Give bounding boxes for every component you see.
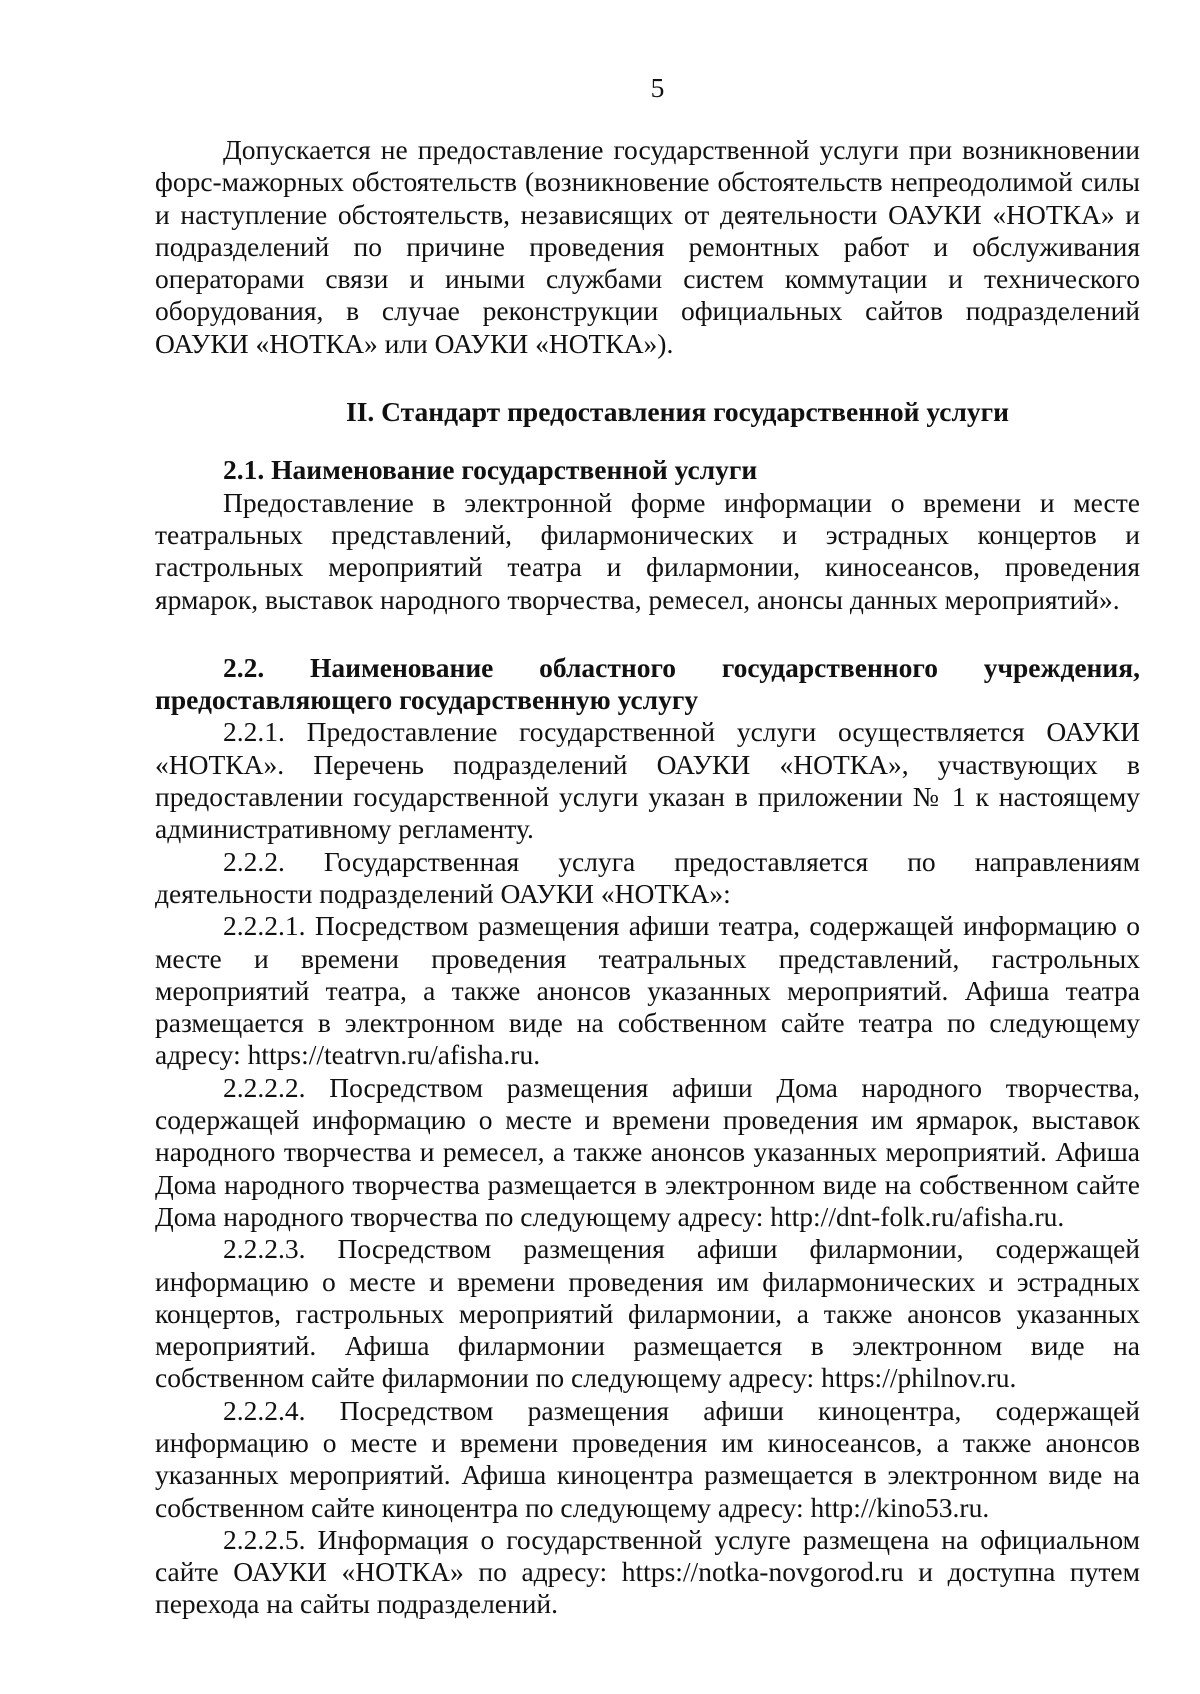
paragraph-2-2-1: 2.2.1. Предоставление государственной услуги осуществляется ОАУКИ «НОТКА». Перечень подразделений ОАУКИ «НОТКА», участвующих в предоставлении государственной услуги указан в приложении № 1 к настоящему административному регламенту.: [155, 716, 1140, 845]
subsection-2-2-heading: 2.2. Наименование областного государственного учреждения, предоставляющего государственную услугу: [155, 651, 1140, 716]
paragraph-2-2-2-3: 2.2.2.3. Посредством размещения афиши филармонии, содержащей информацию о месте и времени проведения им филармонических и эстрадных концертов, гастрольных мероприятий филармонии, а также анонсов указанных мероприятий. Афиша филармонии размещается в электронном виде на собственном сайте филармонии по следующему адресу: https://philnov.ru.: [155, 1233, 1140, 1394]
paragraph-2-2-2-1: 2.2.2.1. Посредством размещения афиши театра, содержащей информацию о месте и времени проведения театральных представлений, гастрольных мероприятий театра, а также анонсов указанных мероприятий. Афиша театра размещается в электронном виде на собственном сайте театра по следующему адресу: https://teatrvn.ru/afisha.ru.: [155, 910, 1140, 1071]
paragraph-2-2-2: 2.2.2. Государственная услуга предоставляется по направлениям деятельности подразделений ОАУКИ «НОТКА»:: [155, 845, 1140, 909]
section-title: II. Стандарт предоставления государственной услуги: [346, 396, 1009, 428]
subsection-2-1-heading: 2.1. Наименование государственной услуги: [223, 454, 758, 486]
paragraph-2-2-2-5: 2.2.2.5. Информация о государственной услуге размещена на официальном сайте ОАУКИ «НОТКА» по адресу: https://notka-novgorod.ru и доступна путем перехода на сайты подразделений.: [155, 1523, 1140, 1620]
paragraph-2-2-2-2: 2.2.2.2. Посредством размещения афиши Дома народного творчества, содержащей информацию о месте и времени проведения им ярмарок, выставок народного творчества и ремесел, а также анонсов указанных мероприятий. Афиша Дома народного творчества размещается в электронном виде на собственном сайте Дома народного творчества по следующему адресу: http://dnt-folk.ru/afisha.ru.: [155, 1071, 1140, 1232]
paragraph-2-2-2-4: 2.2.2.4. Посредством размещения афиши киноцентра, содержащей информацию о месте и времени проведения им киносеансов, а также анонсов указанных мероприятий. Афиша киноцентра размещается в электронном виде на собственном сайте киноцентра по следующему адресу: http://kino53.ru.: [155, 1394, 1140, 1523]
subsection-2-1-text: Предоставление в электронной форме информации о времени и месте театральных представлений, филармонических и эстрадных концертов и гастрольных мероприятий театра и филармонии, киносеансов, проведения ярмарок, выставок народного творчества, ремесел, анонсы данных мероприятий».: [155, 486, 1140, 615]
page-number: 5: [650, 72, 665, 103]
intro-paragraph: Допускается не предоставление государственной услуги при возникновении форс-мажорных обстоятельств (возникновение обстоятельств непреодолимой силы и наступление обстоятельств, независящих от деятельности ОАУКИ «НОТКА» и подразделений по причине проведения ремонтных работ и обслуживания операторами связи и иными службами систем коммутации и технического оборудования, в случае реконструкции официальных сайтов подразделений ОАУКИ «НОТКА» или ОАУКИ «НОТКА»).: [155, 134, 1140, 359]
